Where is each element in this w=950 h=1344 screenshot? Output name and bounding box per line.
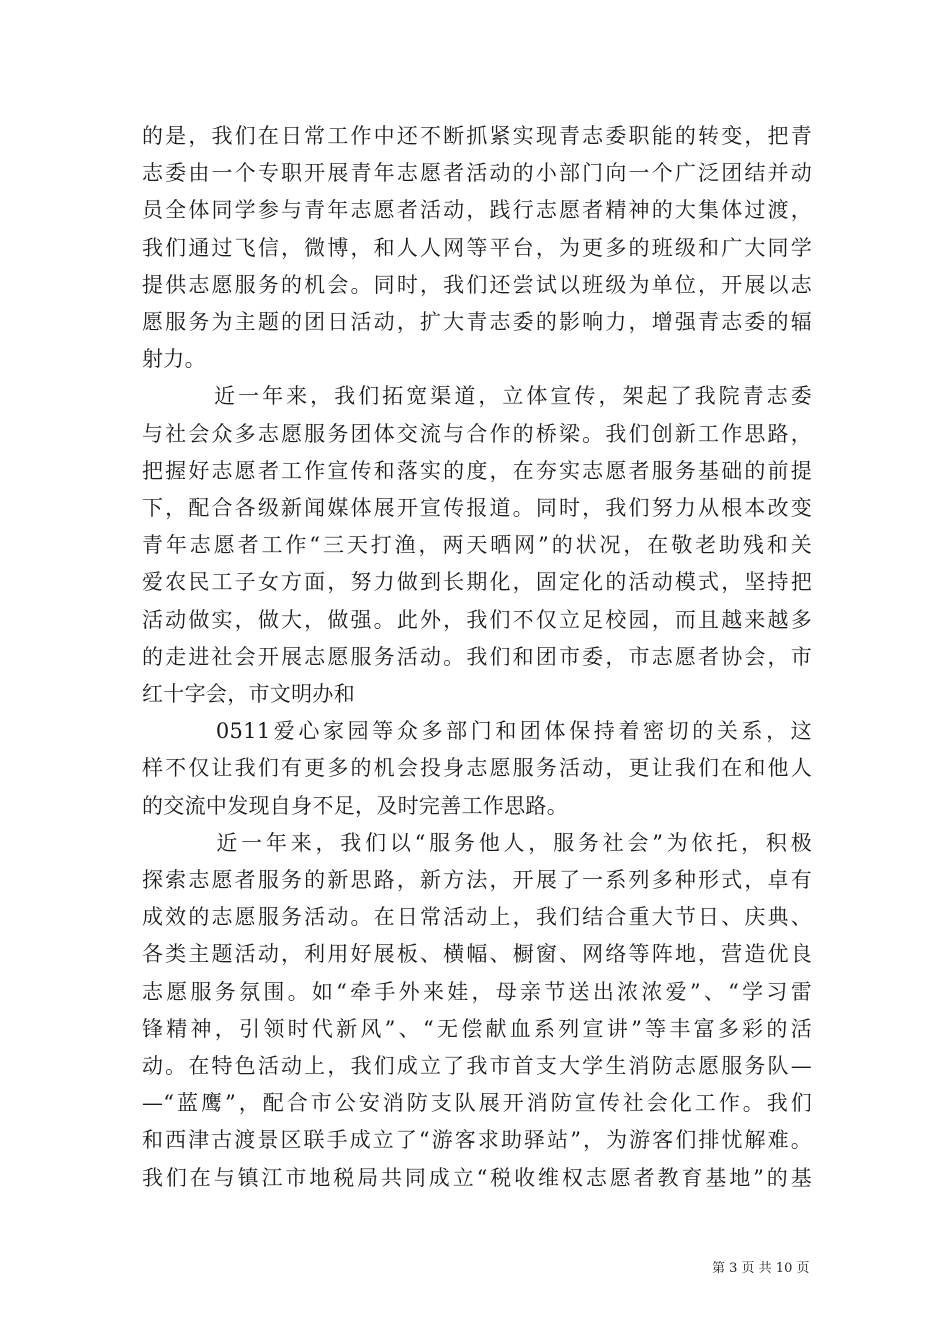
- text-line: 的走进社会开展志愿服务活动。我们和团市委，市志愿者协会，市: [142, 644, 812, 669]
- text-line: 提供志愿服务的机会。同时，我们还尝试以班级为单位，开展以志: [142, 272, 812, 297]
- text-line: 我们在与镇江市地税局共同成立“税收维权志愿者教育基地”的基: [142, 1165, 812, 1190]
- text-line: 爱农民工子女方面，努力做到长期化，固定化的活动模式，坚持把: [142, 570, 812, 595]
- document-body: [142, 118, 812, 1197]
- text-line: 近一年来，我们以“服务他人，服务社会”为依托，积极: [142, 830, 812, 855]
- text-line: 愿服务为主题的团日活动，扩大青志委的影响力，增强青志委的辐: [142, 310, 812, 335]
- text-line: 成效的志愿服务活动。在日常活动上，我们结合重大节日、庆典、: [142, 905, 812, 930]
- page-number: 第 3 页 共 10 页: [712, 1261, 810, 1276]
- text-line: 锋精神，引领时代新风”、“无偿献血系列宣讲”等丰富多彩的活: [142, 1016, 812, 1041]
- text-line: 各类主题活动，利用好展板、横幅、橱窗、网络等阵地，营造优良: [142, 942, 812, 967]
- text-line: 青年志愿者工作“三天打渔，两天晒网”的状况，在敬老助残和关: [142, 533, 812, 558]
- text-line: —“蓝鹰”，配合市公安消防支队展开消防宣传社会化工作。我们: [142, 1091, 812, 1116]
- text-line: 员全体同学参与青年志愿者活动，践行志愿者精神的大集体过渡，: [142, 198, 812, 223]
- paragraph-1: [142, 118, 812, 378]
- text-line: 志委由一个专职开展青年志愿者活动的小部门向一个广泛团结并动: [142, 161, 812, 186]
- text-line: 活动做实，做大，做强。此外，我们不仅立足校园，而且越来越多: [142, 607, 812, 632]
- text-line: 下，配合各级新闻媒体展开宣传报道。同时，我们努力从根本改变: [142, 496, 812, 521]
- text-line: 动。在特色活动上，我们成立了我市首支大学生消防志愿服务队—: [142, 1054, 812, 1079]
- text-line: 近一年来，我们拓宽渠道，立体宣传，架起了我院青志委: [142, 384, 812, 409]
- text-line: 我们通过飞信，微博，和人人网等平台，为更多的班级和广大同学: [142, 235, 812, 260]
- text-line: 0511爱心家园等众多部门和团体保持着密切的关系，这: [142, 719, 812, 744]
- paragraph-3: [142, 713, 812, 825]
- text-line: 把握好志愿者工作宣传和落实的度，在夯实志愿者服务基础的前提: [142, 458, 812, 483]
- paragraph-2: [142, 378, 812, 713]
- text-line: 的交流中发现自身不足，及时完善工作思路。: [142, 793, 568, 818]
- text-line: 样不仅让我们有更多的机会投身志愿服务活动，更让我们在和他人: [142, 756, 812, 781]
- text-line: 与社会众多志愿服务团体交流与合作的桥梁。我们创新工作思路，: [142, 421, 812, 446]
- text-line: 和西津古渡景区联手成立了“游客求助驿站”，为游客们排忧解难。: [142, 1128, 812, 1153]
- text-line: 志愿服务氛围。如“牵手外来娃，母亲节送出浓浓爱”、“学习雷: [142, 979, 812, 1004]
- text-line: 探索志愿者服务的新思路，新方法，开展了一系列多种形式，卓有: [142, 868, 812, 893]
- text-line: 红十字会，市文明办和: [142, 682, 355, 707]
- paragraph-4: [142, 825, 812, 1197]
- text-line: 射力。: [142, 347, 206, 372]
- text-line: 的是，我们在日常工作中还不断抓紧实现青志委职能的转变，把青: [142, 124, 812, 148]
